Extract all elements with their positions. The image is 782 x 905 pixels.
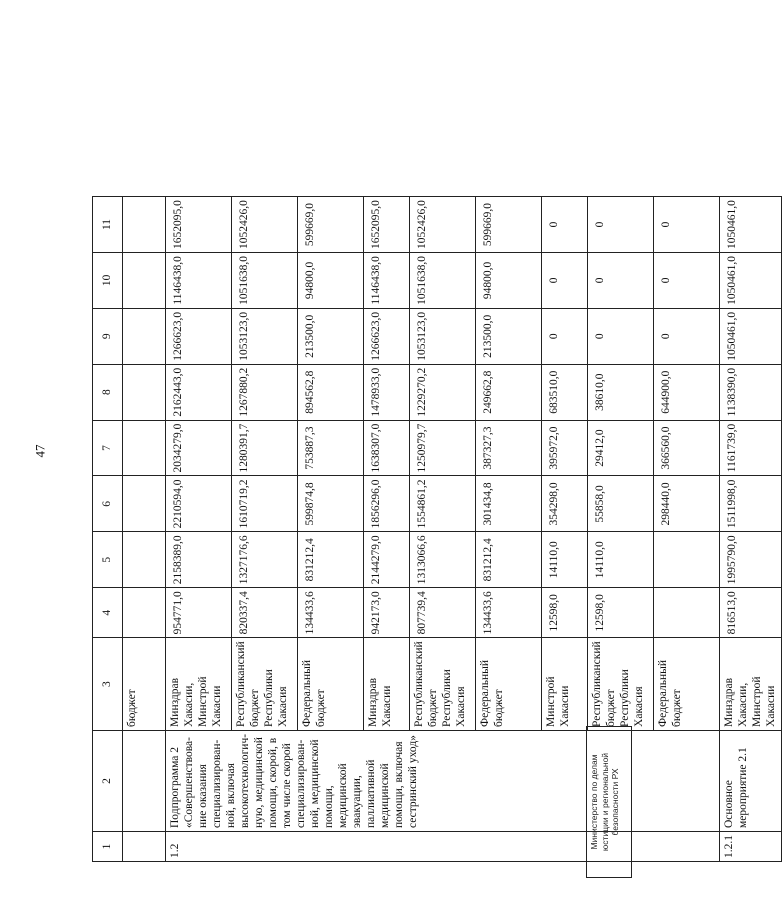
stamp-line-1: Министерство по делам <box>589 754 599 850</box>
value-cell <box>123 588 166 638</box>
value-cell: 366560,0 <box>654 420 720 476</box>
section-code: 1.2 <box>166 832 720 862</box>
header-cell: 1 <box>93 832 123 862</box>
header-cell: 4 <box>93 588 123 638</box>
header-row <box>93 197 123 862</box>
value-cell: 0 <box>542 252 588 308</box>
value-cell: 1280391,7 <box>232 420 298 476</box>
value-cell: 298440,0 <box>654 476 720 532</box>
value-cell: 249662,8 <box>476 364 542 420</box>
value-cell: 599669,0 <box>298 197 364 253</box>
value-cell: 2158389,0 <box>166 532 232 588</box>
value-cell: 94800,0 <box>298 252 364 308</box>
value-cell: 0 <box>654 252 720 308</box>
value-cell: 1652095,0 <box>166 197 232 253</box>
value-cell <box>123 420 166 476</box>
value-cell: 753887,3 <box>298 420 364 476</box>
value-cell: 1266623,0 <box>364 308 410 364</box>
value-cell <box>123 308 166 364</box>
value-cell: 2034279,0 <box>166 420 232 476</box>
value-cell: 1053123,0 <box>232 308 298 364</box>
value-cell <box>123 197 166 253</box>
value-cell: 831212,4 <box>476 532 542 588</box>
stamp-line-2: юстиции и региональной <box>599 752 610 852</box>
value-cell: 1050461,0 <box>720 308 782 364</box>
value-cell: 0 <box>654 308 720 364</box>
header-cell: 11 <box>93 197 123 253</box>
source-cell: бюджет <box>123 638 166 731</box>
value-cell: 1051638,0 <box>410 252 476 308</box>
value-cell: 1138390,0 <box>720 364 782 420</box>
value-cell: 0 <box>654 197 720 253</box>
value-cell <box>123 476 166 532</box>
value-cell <box>654 588 720 638</box>
value-cell: 1050461,0 <box>720 252 782 308</box>
value-cell: 301434,8 <box>476 476 542 532</box>
source-cell: Федеральный бюджет <box>298 638 364 731</box>
header-cell: 9 <box>93 308 123 364</box>
value-cell: 134433,6 <box>298 588 364 638</box>
value-cell: 0 <box>542 197 588 253</box>
value-cell: 1267880,2 <box>232 364 298 420</box>
value-cell: 14110,0 <box>588 532 654 588</box>
value-cell: 387327,3 <box>476 420 542 476</box>
value-cell: 807739,4 <box>410 588 476 638</box>
value-cell: 1313066,6 <box>410 532 476 588</box>
value-cell: 0 <box>588 252 654 308</box>
value-cell: 1610719,2 <box>232 476 298 532</box>
page-number: 47 <box>32 444 48 458</box>
table-row <box>123 197 166 862</box>
value-cell: 942173,0 <box>364 588 410 638</box>
value-cell: 683510,0 <box>542 364 588 420</box>
header-cell: 3 <box>93 638 123 731</box>
header-cell: 5 <box>93 532 123 588</box>
value-cell: 599874,8 <box>298 476 364 532</box>
value-cell <box>654 532 720 588</box>
value-cell: 1250979,7 <box>410 420 476 476</box>
code-cell: 1.2.1 <box>720 832 782 862</box>
value-cell: 395972,0 <box>542 420 588 476</box>
value-cell: 820337,4 <box>232 588 298 638</box>
value-cell: 0 <box>588 197 654 253</box>
value-cell: 1146438,0 <box>166 252 232 308</box>
source-cell: Федеральный бюджет <box>654 638 720 731</box>
value-cell: 1053123,0 <box>410 308 476 364</box>
header-cell: 7 <box>93 420 123 476</box>
value-cell: 1051638,0 <box>232 252 298 308</box>
registration-stamp <box>586 726 632 878</box>
value-cell: 1266623,0 <box>166 308 232 364</box>
value-cell: 213500,0 <box>298 308 364 364</box>
value-cell: 831212,4 <box>298 532 364 588</box>
value-cell: 14110,0 <box>542 532 588 588</box>
value-cell: 1161739,0 <box>720 420 782 476</box>
value-cell: 894562,8 <box>298 364 364 420</box>
value-cell: 1856296,0 <box>364 476 410 532</box>
value-cell <box>123 252 166 308</box>
section-name: Подпрограмма 2 «Совершенствова-ние оказания специализирован-ной, включая высокотехнологич-ную, медицинской помощи, скорой, в том числе скорой специализирован-ной, медицинской помощи, медицинской эвакуации, паллиативной медицинской помощи, включая сестринский уход» <box>166 730 720 831</box>
value-cell: 12598,0 <box>588 588 654 638</box>
value-cell: 213500,0 <box>476 308 542 364</box>
value-cell: 1050461,0 <box>720 197 782 253</box>
value-cell: 134433,6 <box>476 588 542 638</box>
rotated-table-container <box>92 196 782 862</box>
value-cell: 55858,0 <box>588 476 654 532</box>
source-cell: Минздрав Хакасии, Минстрой Хакасии <box>166 638 232 731</box>
header-cell: 6 <box>93 476 123 532</box>
value-cell: 954771,0 <box>166 588 232 638</box>
value-cell <box>123 364 166 420</box>
value-cell: 1146438,0 <box>364 252 410 308</box>
source-cell: Республиканский бюджет Республики Хакасия <box>232 638 298 731</box>
value-cell: 0 <box>542 308 588 364</box>
source-cell: Минстрой Хакасии <box>542 638 588 731</box>
source-cell: Федеральный бюджет <box>476 638 542 731</box>
value-cell: 1511998,0 <box>720 476 782 532</box>
budget-table <box>92 196 782 862</box>
value-cell: 2162443,0 <box>166 364 232 420</box>
header-cell: 8 <box>93 364 123 420</box>
value-cell: 29412,0 <box>588 420 654 476</box>
code-cell <box>123 832 166 862</box>
value-cell: 1229270,2 <box>410 364 476 420</box>
value-cell: 354298,0 <box>542 476 588 532</box>
source-cell: Минздрав Хакасии, Минстрой Хакасии <box>720 638 782 731</box>
table-row <box>720 197 782 862</box>
value-cell: 1327176,6 <box>232 532 298 588</box>
table-body <box>93 197 782 862</box>
value-cell: 1052426,0 <box>232 197 298 253</box>
value-cell: 38610,0 <box>588 364 654 420</box>
name-cell <box>123 730 166 831</box>
name-cell: Основное мероприятие 2.1 <box>720 730 782 831</box>
value-cell: 644900,0 <box>654 364 720 420</box>
header-cell: 2 <box>93 730 123 831</box>
table-row <box>166 197 232 862</box>
value-cell: 1652095,0 <box>364 197 410 253</box>
value-cell: 1052426,0 <box>410 197 476 253</box>
value-cell: 1995790,0 <box>720 532 782 588</box>
source-cell: Республиканский бюджет Республики Хакасия <box>588 638 654 731</box>
value-cell: 1638307,0 <box>364 420 410 476</box>
value-cell: 599669,0 <box>476 197 542 253</box>
value-cell: 1554861,2 <box>410 476 476 532</box>
value-cell: 1478933,0 <box>364 364 410 420</box>
value-cell: 12598,0 <box>542 588 588 638</box>
value-cell: 2210594,0 <box>166 476 232 532</box>
value-cell: 94800,0 <box>476 252 542 308</box>
value-cell: 0 <box>588 308 654 364</box>
value-cell <box>123 532 166 588</box>
source-cell: Республиканский бюджет Республики Хакасия <box>410 638 476 731</box>
value-cell: 2144279,0 <box>364 532 410 588</box>
value-cell: 816513,0 <box>720 588 782 638</box>
header-cell: 10 <box>93 252 123 308</box>
stamp-line-3: безопасности РХ <box>610 768 621 836</box>
source-cell: Минздрав Хакасии <box>364 638 410 731</box>
